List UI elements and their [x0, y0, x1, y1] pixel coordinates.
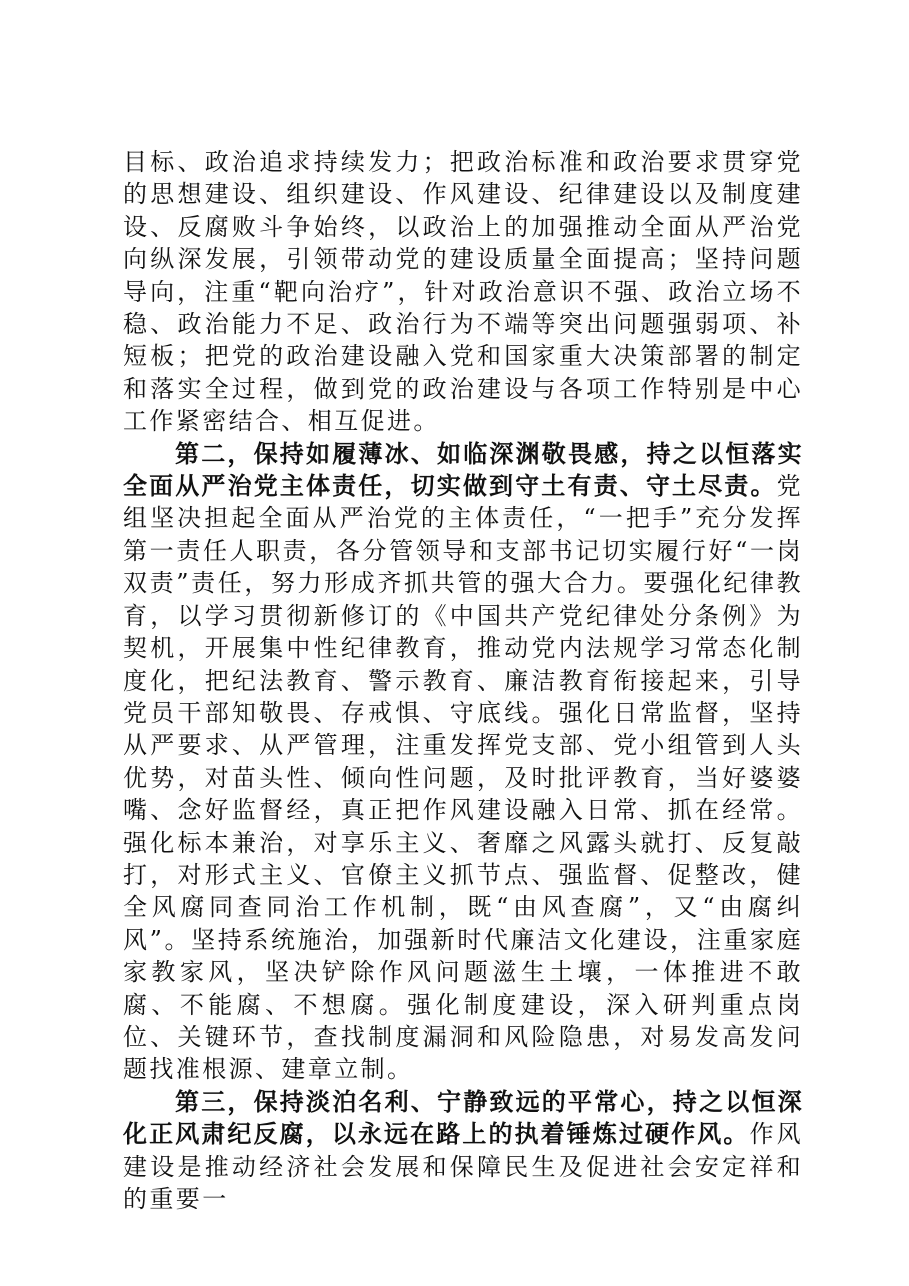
paragraph-1-body: 目标、政治追求持续发力；把政治标准和政治要求贯穿党的思想建设、组织建设、作风建设、纪律建设以及制度建设、反腐败斗争始终，以政治上的加强推动全面从严治党向纵深发展，引领带动党的建设质量全面提高；坚持问题导向，注重“靶向治疗”，针对政治意识不强、政治立场不稳、政治能力不足、政治行为不端等突出问题强弱项、补短板；把党的政治建设融入党和国家重大决策部署的制定和落实全过程，做到党的政治建设与各项工作特别是中心工作紧密结合、相互促进。	[123, 148, 803, 436]
paragraph-2-body: 党组坚决担起全面从严治党的主体责任，“一把手”充分发挥第一责任人职责，各分管领导和支部书记切实履行好“一岗双责”责任，努力形成齐抓共管的强大合力。要强化纪律教育，以学习贯彻新修订的《中国共产党纪律处分条例》为契机，开展集中性纪律教育，推动党内法规学习常态化制度化，把纪法教育、警示教育、廉洁教育衔接起来，引导党员干部知敬畏、存戒惧、守底线。强化日常监督，坚持从严要求、从严管理，注重发挥党支部、党小组管到人头优势，对苗头性、倾向性问题，及时批评教育，当好婆婆嘴、念好监督经，真正把作风建设融入日常、抓在经常。强化标本兼治，对享乐主义、奢靡之风露头就打、反复敲打，对形式主义、官僚主义抓节点、强监督、促整改，健全风腐同查同治工作机制，既“由风查腐”，又“由腐纠风”。坚持系统施治，加强新时代廉洁文化建设，注重家庭家教家风，坚决铲除作风问题滋生土壤，一体推进不敢腐、不能腐、不想腐。强化制度建设，深入研判重点岗位、关键环节，查找制度漏洞和风险隐患，对易发高发问题找准根源、建章立制。	[123, 472, 803, 1084]
paragraph-2-lead: 第二，保持如履薄冰、如临深渊敬畏感，持之以恒落实全面从严治党主体责任，切实做到守土有责、守土尽责。	[123, 439, 803, 501]
paragraph-3-lead: 第三，保持淡泊名利、宁静致远的平常心，持之以恒深化正风肃纪反腐，以永远在路上的执着锤炼过硬作风。	[123, 1087, 803, 1149]
document-body	[123, 146, 803, 1215]
paragraph-3-body: 作风建设是推动经济社会发展和保障民生及促进社会安定祥和的重要一	[123, 1120, 803, 1213]
paragraph-3	[123, 1086, 803, 1216]
paragraph-2	[123, 438, 803, 1086]
paragraph-1	[123, 146, 803, 438]
